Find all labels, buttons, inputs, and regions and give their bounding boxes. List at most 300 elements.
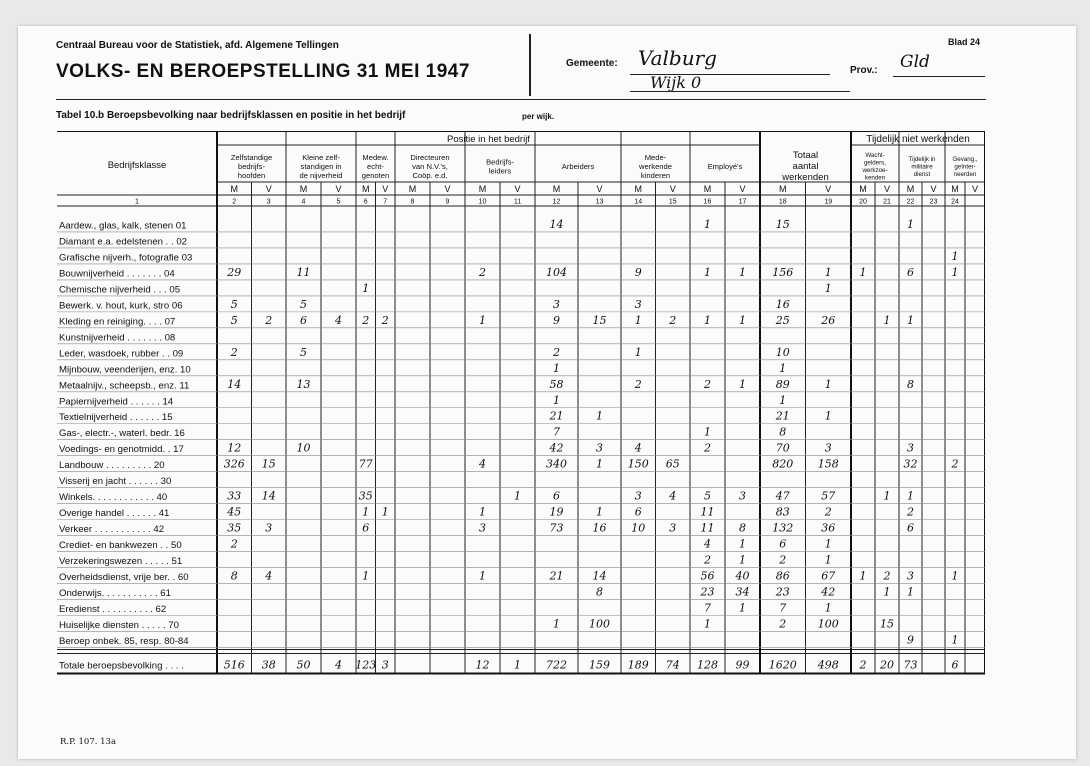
cell-value: 2 xyxy=(634,377,642,391)
total-value: 73 xyxy=(903,658,918,672)
cell-value: 1 xyxy=(907,585,914,599)
cell-value: 156 xyxy=(772,265,794,279)
cell-value: 42 xyxy=(549,441,564,455)
cell-value: 36 xyxy=(821,521,836,535)
cell-value: 15 xyxy=(880,617,894,631)
cell-value: 1 xyxy=(596,457,603,471)
cell-value: 1 xyxy=(739,537,746,551)
column-group-header: geïnter- xyxy=(954,163,976,171)
cell-value: 23 xyxy=(775,585,790,599)
column-number: 14 xyxy=(634,198,643,206)
mv-label: M xyxy=(362,184,370,194)
row-label: Bouwnijverheid . . . . . . . 04 xyxy=(59,268,175,280)
mv-label: M xyxy=(703,184,712,194)
cell-value: 33 xyxy=(227,489,242,503)
provincie-underline xyxy=(893,76,985,77)
cell-value: 6 xyxy=(634,505,642,519)
cell-value: 42 xyxy=(821,585,836,599)
cell-value: 1 xyxy=(704,265,711,279)
total-value: 1 xyxy=(514,658,521,672)
column-group-header: Totaal xyxy=(792,150,819,161)
total-value: 74 xyxy=(665,658,680,672)
column-number: 7 xyxy=(383,198,388,206)
cell-value: 40 xyxy=(735,569,750,583)
cell-value: 35 xyxy=(227,521,242,535)
cell-value: 4 xyxy=(634,441,642,455)
cell-value: 1 xyxy=(739,265,746,279)
cell-value: 26 xyxy=(821,313,836,327)
column-number: 1 xyxy=(135,198,139,206)
gemeente-value: Valburg xyxy=(638,46,717,70)
row-label: Chemische nijverheid . . . 05 xyxy=(59,284,181,296)
cell-value: 3 xyxy=(739,489,746,503)
column-number: 19 xyxy=(824,198,833,206)
column-number: 9 xyxy=(445,198,450,206)
cell-value: 1 xyxy=(824,537,832,551)
total-value: 99 xyxy=(735,658,750,672)
cell-value: 21 xyxy=(549,569,564,583)
column-group-header: Arbeiders xyxy=(561,162,595,171)
cell-value: 3 xyxy=(824,441,832,455)
column-number: 2 xyxy=(232,198,237,206)
total-value: 498 xyxy=(817,658,839,672)
column-group-header: kenden xyxy=(864,174,886,182)
total-value: 20 xyxy=(880,658,894,672)
column-group-header: Medew. xyxy=(362,153,389,162)
cell-value: 1 xyxy=(824,553,832,567)
column-group-header: van N.V.'s, xyxy=(412,162,448,171)
column-group-header: kinderen xyxy=(640,171,671,180)
cell-value: 3 xyxy=(479,521,486,535)
cell-value: 6 xyxy=(779,537,787,551)
column-group-header: militaire xyxy=(911,163,933,171)
total-value: 4 xyxy=(335,658,342,672)
cell-value: 4 xyxy=(669,489,677,503)
cell-value: 15 xyxy=(775,217,790,231)
cell-value: 13 xyxy=(296,377,311,391)
cell-value: 4 xyxy=(479,457,486,471)
provincie-value: Gld xyxy=(900,52,930,72)
column-number: 6 xyxy=(363,198,368,206)
cell-value: 8 xyxy=(230,569,238,583)
cell-value: 132 xyxy=(772,521,794,535)
cell-value: 29 xyxy=(227,265,242,279)
cell-value: 19 xyxy=(549,505,564,519)
row-label: Gas-, electr.-, waterl. bedr. 16 xyxy=(59,428,185,440)
cell-value: 1 xyxy=(362,281,370,295)
column-group-header: echt- xyxy=(367,162,384,171)
cell-value: 1 xyxy=(553,617,560,631)
column-group-header: neerden xyxy=(953,170,977,178)
column-group-header: Directeuren xyxy=(410,153,450,162)
row-label: Mijnbouw, veenderijen, enz. 10 xyxy=(59,364,191,376)
cell-value: 1 xyxy=(824,377,832,391)
cell-value: 1 xyxy=(704,217,711,231)
cell-value: 10 xyxy=(775,345,790,359)
cell-value: 8 xyxy=(739,521,746,535)
column-number: 8 xyxy=(410,198,415,206)
column-number: 10 xyxy=(478,198,487,206)
cell-value: 83 xyxy=(775,505,790,519)
cell-value: 340 xyxy=(546,457,567,471)
cell-value: 2 xyxy=(230,537,238,551)
row-label: Eredienst . . . . . . . . . . 62 xyxy=(59,604,167,615)
mv-label: V xyxy=(265,184,272,194)
cell-value: 70 xyxy=(775,441,790,455)
total-value: 123 xyxy=(355,658,377,672)
cell-value: 57 xyxy=(821,489,836,503)
row-label: Verzekeringswezen . . . . . 51 xyxy=(59,556,183,568)
cell-value: 5 xyxy=(704,489,711,503)
column-group-header: Coöp. e.d. xyxy=(412,171,448,180)
mv-label: M xyxy=(299,184,308,194)
mv-label: V xyxy=(669,184,676,194)
cell-value: 2 xyxy=(479,265,486,279)
cell-value: 4 xyxy=(704,537,711,551)
cell-value: 820 xyxy=(772,457,794,471)
cell-value: 12 xyxy=(227,441,242,455)
column-group-header: werkzoe- xyxy=(862,167,888,174)
cell-value: 16 xyxy=(775,297,790,311)
cell-value: 21 xyxy=(775,409,790,423)
total-value: 159 xyxy=(589,658,610,672)
cell-value: 2 xyxy=(553,345,560,359)
cell-value: 6 xyxy=(553,489,560,503)
cell-value: 3 xyxy=(265,521,273,535)
cell-value: 21 xyxy=(549,409,564,423)
census-form-sheet xyxy=(18,26,1076,759)
table-subtitle: per wijk. xyxy=(522,112,555,121)
cell-value: 4 xyxy=(335,313,342,327)
total-value: 2 xyxy=(859,658,867,672)
cell-value: 56 xyxy=(700,569,715,583)
cell-value: 8 xyxy=(596,585,603,599)
column-number: 16 xyxy=(703,198,712,206)
mv-label: M xyxy=(906,184,915,194)
cell-value: 14 xyxy=(592,569,607,583)
cell-value: 5 xyxy=(300,345,307,359)
cell-value: 6 xyxy=(907,521,914,535)
cell-value: 10 xyxy=(631,521,646,535)
cell-value: 1 xyxy=(907,489,914,503)
column-group-header: hoofden xyxy=(237,171,266,180)
mv-label: V xyxy=(883,184,891,194)
cell-value: 2 xyxy=(230,345,238,359)
mv-label: V xyxy=(514,184,521,194)
cell-value: 45 xyxy=(227,505,242,519)
cell-value: 1 xyxy=(824,281,832,295)
header-divider xyxy=(529,34,531,96)
cell-value: 3 xyxy=(553,297,560,311)
cell-value: 5 xyxy=(230,297,238,311)
column-number: 13 xyxy=(595,198,604,206)
mv-label: V xyxy=(444,184,451,194)
cell-value: 11 xyxy=(700,521,715,535)
cell-value: 1 xyxy=(859,265,867,279)
total-value: 6 xyxy=(951,658,959,672)
cell-value: 1 xyxy=(951,633,959,647)
cell-value: 1 xyxy=(859,569,867,583)
cell-value: 1 xyxy=(362,505,370,519)
column-group-header: gelders, xyxy=(863,159,887,167)
cell-value: 100 xyxy=(817,617,839,631)
cell-value: 1 xyxy=(479,313,486,327)
census-title: VOLKS- EN BEROEPSTELLING 31 MEI 1947 xyxy=(56,61,470,82)
form-code: R.P. 107. 13a xyxy=(60,737,117,747)
cell-value: 1 xyxy=(779,361,787,375)
row-label: Visserij en jacht . . . . . . 30 xyxy=(59,476,172,488)
column-number: 17 xyxy=(738,198,747,206)
cell-value: 1 xyxy=(514,489,521,503)
column-number: 11 xyxy=(513,198,522,206)
cell-value: 2 xyxy=(951,457,959,471)
row-label: Onderwijs. . . . . . . . . . . 61 xyxy=(59,588,171,600)
tijdelijk-group-header: Tijdelijk niet werkenden xyxy=(866,134,970,145)
column-group-header: bedrijfs- xyxy=(237,162,266,171)
cell-value: 2 xyxy=(779,617,787,631)
cell-value: 1 xyxy=(883,585,891,599)
cell-value: 9 xyxy=(553,313,560,327)
column-number: 5 xyxy=(336,198,341,206)
mv-label: M xyxy=(552,184,561,194)
cell-value: 6 xyxy=(362,521,370,535)
cell-value: 73 xyxy=(549,521,564,535)
column-number: 4 xyxy=(301,198,306,206)
cell-value: 1 xyxy=(883,489,891,503)
cell-value: 1 xyxy=(634,345,642,359)
cell-value: 3 xyxy=(634,297,642,311)
cell-value: 3 xyxy=(907,569,914,583)
cell-value: 14 xyxy=(261,489,276,503)
column-group-header: werkende xyxy=(639,162,672,171)
cell-value: 2 xyxy=(362,313,370,327)
cell-value: 6 xyxy=(300,313,307,327)
cell-value: 1 xyxy=(739,313,746,327)
cell-value: 9 xyxy=(907,633,914,647)
column-group-header: leiders xyxy=(488,166,512,176)
positie-group-header: Positie in het bedrijf xyxy=(447,134,530,145)
gemeente-label: Gemeente: xyxy=(566,58,618,69)
row-label: Aardew., glas, kalk, stenen 01 xyxy=(59,220,187,232)
row-label: Overige handel . . . . . . 41 xyxy=(59,508,170,520)
mv-label: V xyxy=(825,184,832,194)
cell-value: 2 xyxy=(669,313,677,327)
mv-label: V xyxy=(971,184,979,194)
totals-label: Totale beroepsbevolking . . . . xyxy=(59,660,184,672)
cell-value: 2 xyxy=(824,505,832,519)
cell-value: 5 xyxy=(230,313,238,327)
cell-value: 14 xyxy=(227,377,242,391)
cell-value: 32 xyxy=(903,457,918,471)
cell-value: 86 xyxy=(775,569,790,583)
cell-value: 2 xyxy=(883,569,891,583)
total-value: 1620 xyxy=(768,658,797,672)
cell-value: 326 xyxy=(223,457,245,471)
cell-value: 1 xyxy=(779,393,787,407)
cell-value: 77 xyxy=(358,457,373,471)
column-group-header: standigen in xyxy=(300,162,342,171)
mv-label: M xyxy=(478,184,487,194)
cell-value: 47 xyxy=(775,489,790,503)
row-label: Crediet- en bankwezen . . 50 xyxy=(59,540,182,552)
mv-label: M xyxy=(408,184,417,194)
cell-value: 1 xyxy=(596,409,603,423)
cell-value: 3 xyxy=(596,441,603,455)
row-label: Kunstnijverheid . . . . . . . 08 xyxy=(59,332,176,344)
row-label: Metaalnijv., scheepsb., enz. 11 xyxy=(59,380,190,392)
wijk-value: Wijk 0 xyxy=(650,73,702,92)
column-number: 20 xyxy=(859,198,867,206)
cell-value: 1 xyxy=(824,409,832,423)
cell-value: 2 xyxy=(907,505,914,519)
column-group-header: Kleine zelf- xyxy=(302,153,340,162)
column-number: 24 xyxy=(951,198,959,206)
cell-value: 104 xyxy=(546,265,567,279)
cell-value: 1 xyxy=(739,553,746,567)
cell-value: 16 xyxy=(592,521,607,535)
cell-value: 3 xyxy=(907,441,914,455)
mv-label: V xyxy=(930,184,937,194)
wijk-underline xyxy=(630,91,850,92)
row-label: Kleding en reiniging. . . . 07 xyxy=(59,316,176,328)
column-group-header: dienst xyxy=(913,170,931,178)
column-group-header: Gevang., xyxy=(952,155,978,163)
cell-value: 1 xyxy=(704,617,711,631)
cell-value: 14 xyxy=(549,217,564,231)
bedrijfsklasse-header: Bedrijfsklasse xyxy=(107,160,167,171)
table-title: Tabel 10.b Beroepsbevolking naar bedrijfsklassen en positie in het bedrijf xyxy=(56,110,406,121)
cell-value: 23 xyxy=(700,585,715,599)
column-group-header: Zelfstandige xyxy=(230,153,273,162)
cell-value: 65 xyxy=(665,457,680,471)
cell-value: 1 xyxy=(704,425,711,439)
mv-label: M xyxy=(230,184,238,194)
column-number: 18 xyxy=(778,198,787,206)
total-value: 3 xyxy=(381,658,389,672)
cell-value: 1 xyxy=(951,265,959,279)
row-label: Textielnijverheid . . . . . . 15 xyxy=(59,412,173,424)
cell-value: 1 xyxy=(362,569,370,583)
mv-label: V xyxy=(739,184,746,194)
cell-value: 3 xyxy=(669,521,677,535)
row-label: Diamant e.a. edelstenen . . 02 xyxy=(59,236,187,248)
mv-label: M xyxy=(779,184,787,194)
column-number: 3 xyxy=(266,198,271,206)
organization-name: Centraal Bureau voor de Statistiek, afd. Algemene Tellingen xyxy=(56,40,339,51)
row-label: Grafische nijverh., fotografie 03 xyxy=(59,252,193,264)
total-value: 189 xyxy=(627,658,649,672)
row-label: Overheidsdienst, vrije ber. . 60 xyxy=(59,572,189,584)
cell-value: 58 xyxy=(549,377,564,391)
cell-value: 1 xyxy=(479,505,486,519)
occupation-ledger-table xyxy=(57,131,985,728)
cell-value: 158 xyxy=(817,457,839,471)
cell-value: 7 xyxy=(704,601,711,615)
cell-value: 1 xyxy=(553,393,560,407)
total-value: 128 xyxy=(697,658,718,672)
cell-value: 1 xyxy=(951,569,959,583)
cell-value: 5 xyxy=(300,297,307,311)
column-number: 21 xyxy=(883,198,891,206)
cell-value: 1 xyxy=(553,361,560,375)
provincie-label: Prov.: xyxy=(850,65,878,76)
cell-value: 2 xyxy=(704,441,711,455)
cell-value: 1 xyxy=(739,377,746,391)
sheet-number: Blad 24 xyxy=(948,37,981,47)
cell-value: 8 xyxy=(779,425,787,439)
cell-value: 2 xyxy=(704,553,711,567)
row-label: Landbouw . . . . . . . . . 20 xyxy=(59,460,165,472)
mv-label: V xyxy=(382,184,389,194)
mv-label: M xyxy=(634,184,642,194)
cell-value: 1 xyxy=(951,249,959,263)
mv-label: V xyxy=(596,184,603,194)
column-number: 12 xyxy=(552,198,561,206)
cell-value: 7 xyxy=(553,425,560,439)
cell-value: 1 xyxy=(704,313,711,327)
cell-value: 1 xyxy=(739,601,746,615)
cell-value: 35 xyxy=(358,489,373,503)
column-group-header: Employé's xyxy=(707,162,743,171)
column-number: 23 xyxy=(929,198,938,206)
cell-value: 89 xyxy=(775,377,790,391)
column-group-header: Tijdelijk in xyxy=(908,155,936,163)
column-number: 15 xyxy=(668,198,677,206)
row-label: Bewerk. v. hout, kurk, stro 06 xyxy=(59,300,183,312)
row-label: Verkeer . . . . . . . . . . . 42 xyxy=(59,524,165,536)
mv-label: M xyxy=(951,184,959,194)
mv-label: M xyxy=(859,184,867,194)
cell-value: 9 xyxy=(634,265,642,279)
cell-value: 2 xyxy=(704,377,711,391)
cell-value: 15 xyxy=(592,313,607,327)
cell-value: 10 xyxy=(296,441,311,455)
cell-value: 1 xyxy=(907,313,914,327)
cell-value: 2 xyxy=(779,553,787,567)
cell-value: 1 xyxy=(479,569,486,583)
row-label: Huiselijke diensten . . . . . 70 xyxy=(59,619,179,631)
cell-value: 67 xyxy=(821,569,836,583)
cell-value: 4 xyxy=(265,569,273,583)
column-group-header: genoten xyxy=(361,171,390,180)
column-group-header: aantal xyxy=(792,161,819,172)
column-group-header: Bedrijfs- xyxy=(486,157,514,167)
row-label: Papiernijverheid . . . . . . 14 xyxy=(59,396,174,408)
cell-value: 2 xyxy=(381,313,389,327)
cell-value: 150 xyxy=(627,457,649,471)
cell-value: 1 xyxy=(907,217,914,231)
column-group-header: Wacht- xyxy=(865,152,885,159)
row-label: Beroep onbek. 85, resp. 80-84 xyxy=(59,635,189,647)
total-value: 50 xyxy=(296,658,311,672)
cell-value: 1 xyxy=(596,505,603,519)
cell-value: 1 xyxy=(381,505,389,519)
cell-value: 2 xyxy=(265,313,273,327)
cell-value: 15 xyxy=(261,457,276,471)
cell-value: 25 xyxy=(775,313,790,327)
column-group-header: de nijverheid xyxy=(299,171,343,180)
total-value: 722 xyxy=(546,658,567,672)
column-group-header: werkenden xyxy=(782,172,829,183)
cell-value: 1 xyxy=(634,313,642,327)
row-label: Winkels. . . . . . . . . . . . 40 xyxy=(59,492,168,504)
cell-value: 3 xyxy=(634,489,642,503)
column-number: 22 xyxy=(906,198,915,206)
header-rule xyxy=(56,99,986,100)
row-label: Voedings- en genotmidd. . 17 xyxy=(59,444,184,456)
total-value: 516 xyxy=(223,658,245,672)
cell-value: 8 xyxy=(907,377,914,391)
